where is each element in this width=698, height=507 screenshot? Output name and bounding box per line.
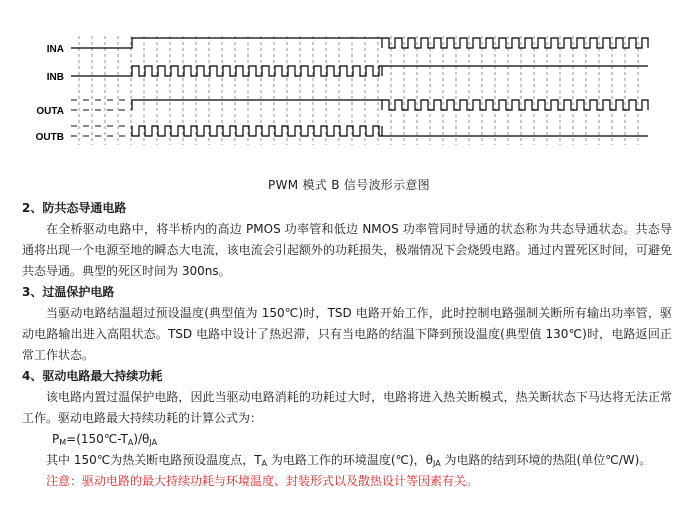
warning-note: 注意：驱动电路的最大持续功耗与环境温度、封装形式以及散热设计等因素有关。 xyxy=(46,474,479,488)
section-heading-max-power: 4、驱动电路最大持续功耗 xyxy=(22,369,163,383)
signal-label-outa: OUTA xyxy=(36,106,64,117)
waveform-inb xyxy=(71,66,648,76)
section-body-thermal: 当驱动电路结温超过预设温度(典型值为 150℃)时，TSD 电路开始工作，此时控制电路强制关断所有输出功率管，驱动电路输出进入高阻状态。TSD 电路中设计了热迟滞，只有当电路的结温下降到预设温度(典型值 130℃)时，电路返回正常工作状态。 xyxy=(22,306,672,362)
waveform-outb xyxy=(132,126,648,136)
section-heading-dead-time: 2、防共态导通电路 xyxy=(22,201,127,215)
section-heading-thermal: 3、过温保护电路 xyxy=(22,285,115,299)
formula-explanation: 其中 150℃为热关断电路预设温度点，$T_A$ 为电路工作的环境温度(℃)，$\theta_{JA}$ 为电路的结到环境的热阻(单位℃/W)。 xyxy=(46,453,652,468)
signal-label-inb: INB xyxy=(46,72,64,83)
body-text xyxy=(22,198,672,492)
section-body-max-power: 该电路内置过温保护电路，因此当驱动电路消耗的功耗过大时，电路将进入热关断模式，热关断状态下马达将无法正常工作。驱动电路最大持续功耗的计算公式为： xyxy=(22,390,672,425)
signal-label-ina: INA xyxy=(46,44,64,55)
signal-label-outb: OUTB xyxy=(35,132,64,143)
section-body-dead-time: 在全桥驱动电路中，将半桥内的高边 PMOS 功率管和低边 NMOS 功率管同时导通的状态称为共态导通状态。共态导通将出现一个电源至地的瞬态大电流，该电流会引起额外的功耗损失，极端情况下会烧毁电路。通过内置死区时间，可避免共态导通。典型的死区时间为 300ns。 xyxy=(22,222,672,278)
power-formula: $P_M=(150℃-T_A)/\theta_{JA}$ xyxy=(52,432,158,447)
waveform-ina xyxy=(71,38,648,48)
figure-caption: PWM 模式 B 信号波形示意图 xyxy=(268,178,430,192)
pwm-waveform-diagram xyxy=(0,0,698,170)
